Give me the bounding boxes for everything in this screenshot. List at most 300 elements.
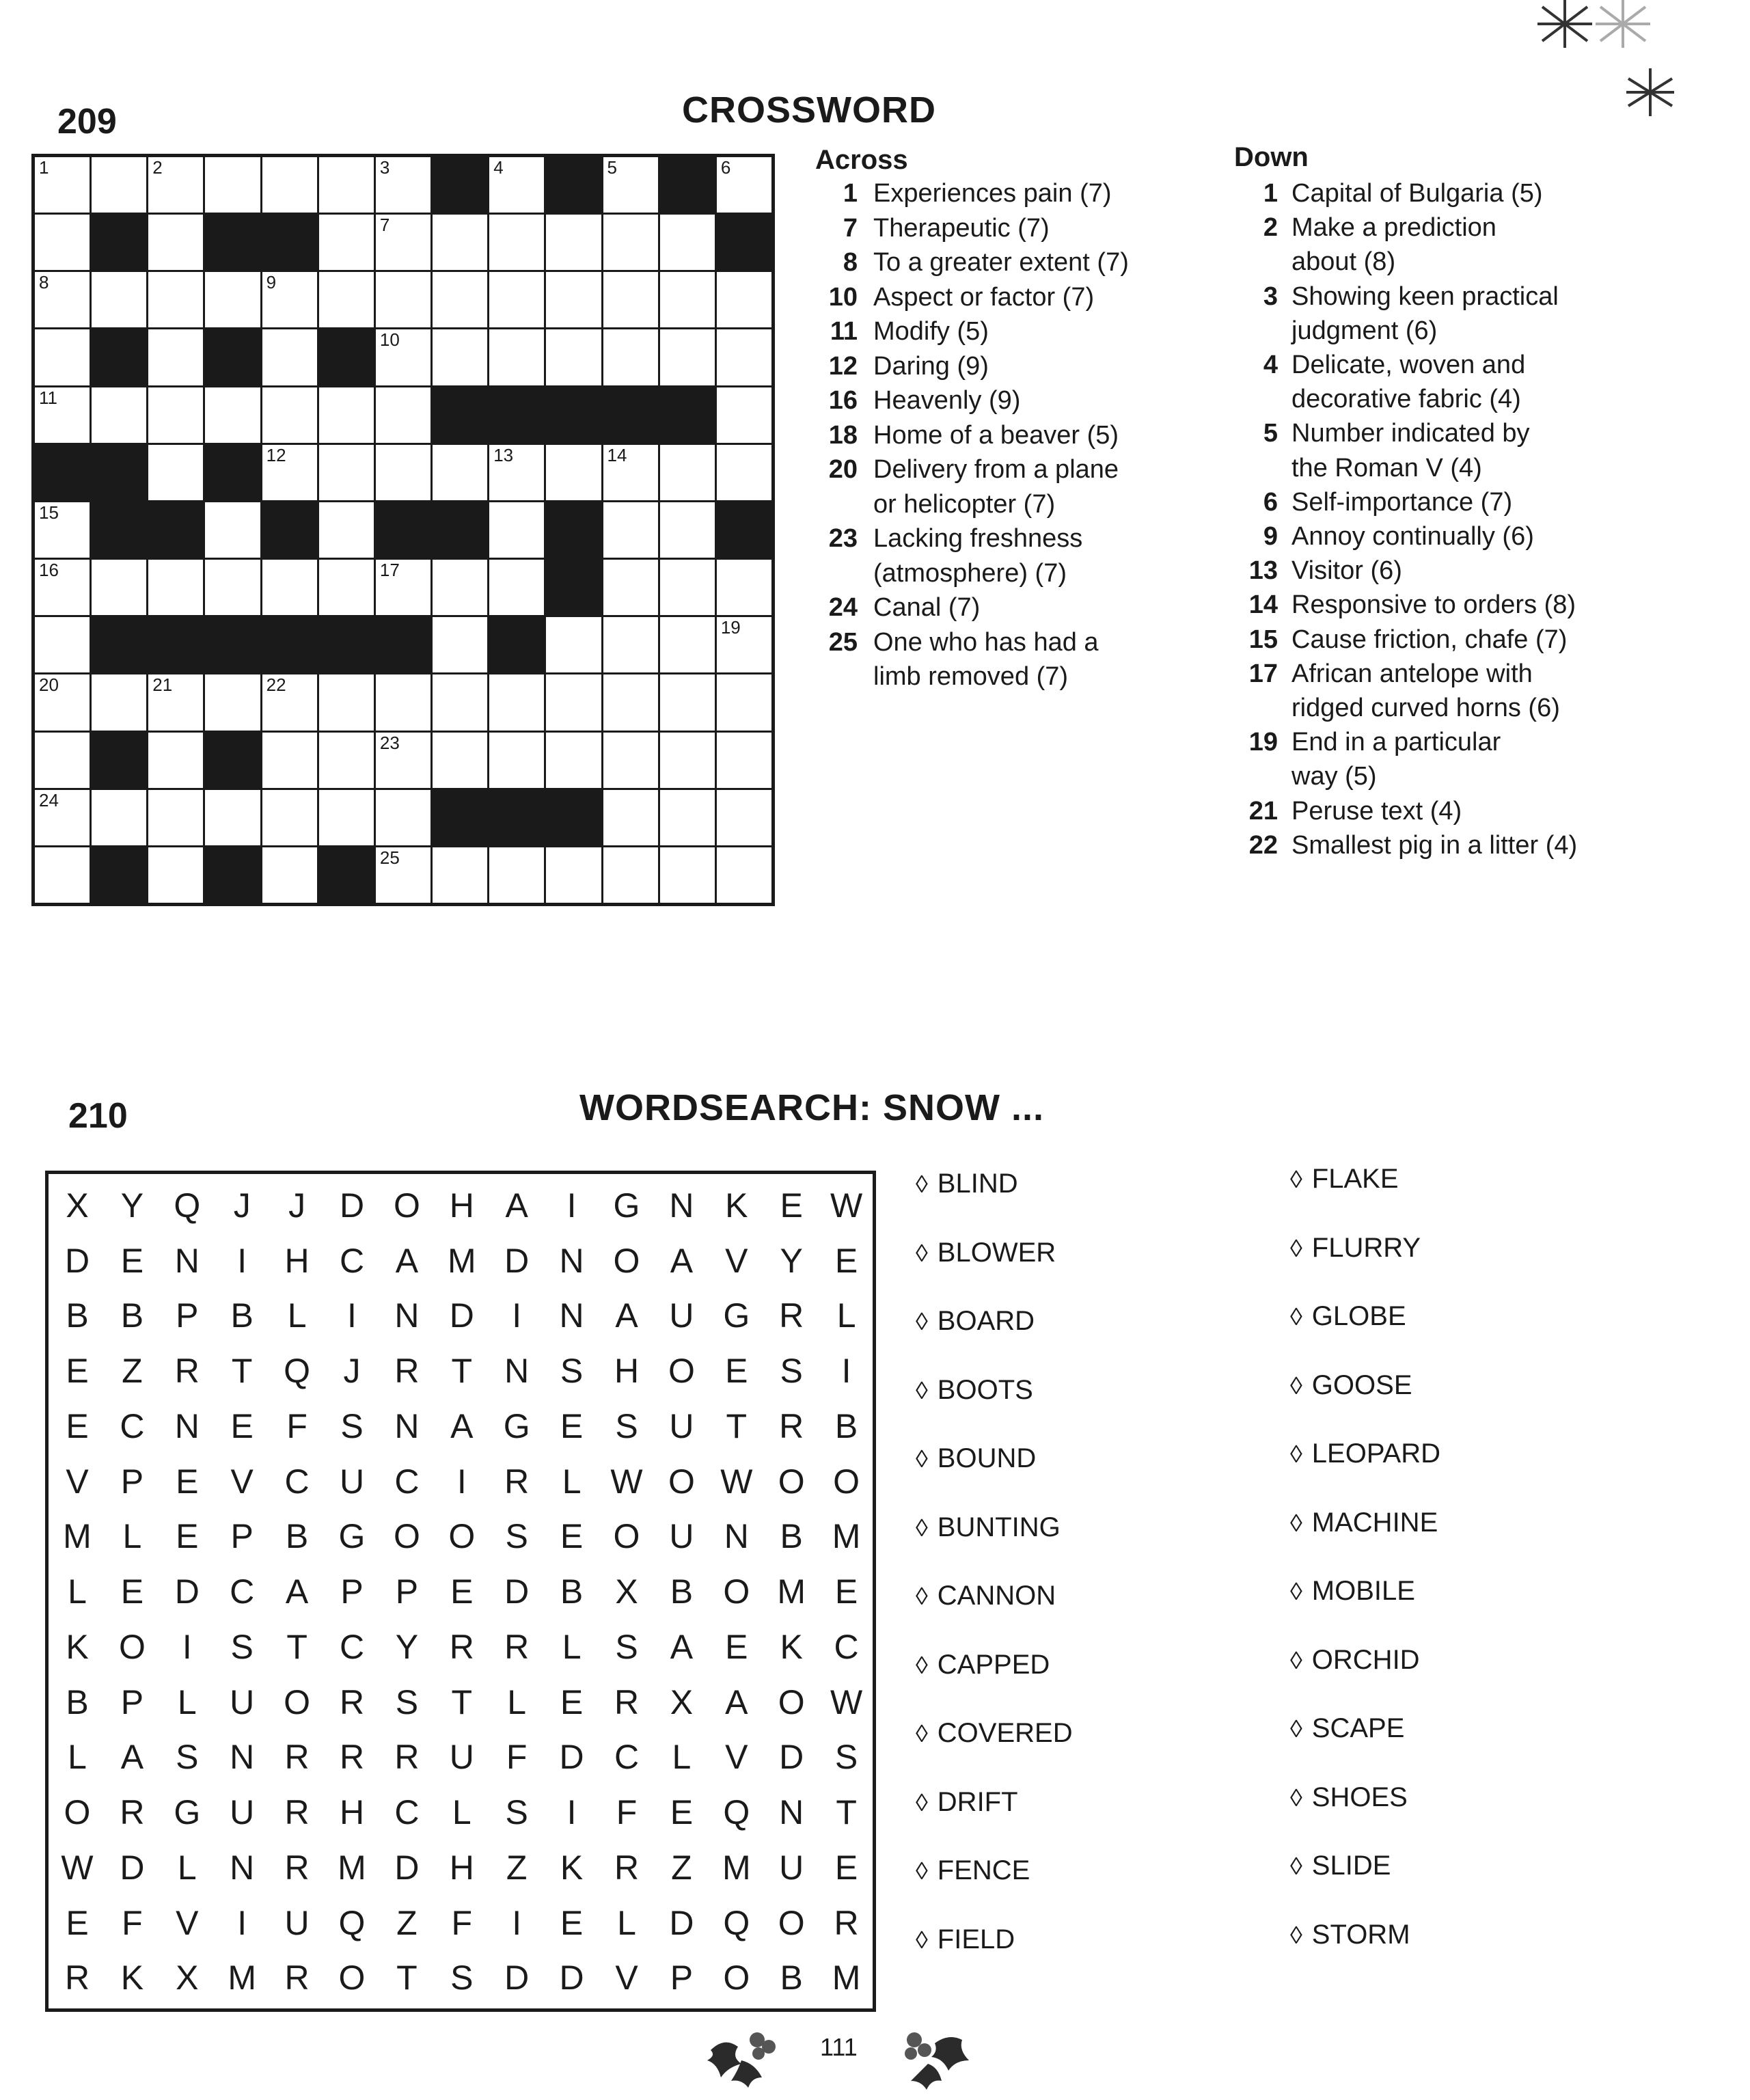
crossword-cell[interactable] <box>319 387 374 443</box>
wordsearch-letter[interactable]: C <box>394 1462 420 1501</box>
crossword-cell[interactable] <box>376 387 430 443</box>
crossword-cell[interactable] <box>262 790 317 845</box>
wordsearch-letter[interactable]: F <box>506 1738 528 1777</box>
wordsearch-letter[interactable]: K <box>66 1627 89 1666</box>
wordsearch-letter[interactable]: I <box>841 1352 851 1391</box>
crossword-cell[interactable] <box>717 674 771 730</box>
crossword-cell[interactable] <box>489 674 544 730</box>
crossword-cell[interactable] <box>433 215 487 270</box>
crossword-cell[interactable] <box>319 733 374 788</box>
wordsearch-letter[interactable]: H <box>614 1352 640 1391</box>
crossword-cell[interactable] <box>148 387 203 443</box>
crossword-cell[interactable] <box>262 445 317 500</box>
wordsearch-letter[interactable]: P <box>230 1517 254 1556</box>
wordsearch-letter[interactable]: U <box>669 1517 694 1556</box>
wordsearch-letter[interactable]: E <box>560 1903 584 1942</box>
crossword-cell[interactable] <box>717 617 771 672</box>
wordsearch-letter[interactable]: O <box>778 1903 805 1942</box>
crossword-cell[interactable] <box>148 272 203 327</box>
wordsearch-letter[interactable]: B <box>834 1406 858 1445</box>
crossword-cell[interactable] <box>489 733 544 788</box>
crossword-cell[interactable] <box>603 215 658 270</box>
crossword-cell[interactable] <box>148 674 203 730</box>
wordsearch-letter[interactable]: H <box>339 1793 365 1832</box>
wordsearch-letter[interactable]: M <box>832 1517 861 1556</box>
crossword-cell[interactable] <box>35 790 90 845</box>
wordsearch-letter[interactable]: D <box>779 1738 804 1777</box>
wordsearch-letter[interactable]: L <box>452 1793 471 1832</box>
wordsearch-letter[interactable]: R <box>779 1406 804 1445</box>
crossword-cell[interactable] <box>660 674 715 730</box>
wordsearch-letter[interactable]: M <box>722 1848 751 1887</box>
wordsearch-letter[interactable]: M <box>447 1241 476 1280</box>
wordsearch-letter[interactable]: S <box>780 1352 803 1391</box>
wordsearch-letter[interactable]: L <box>68 1738 87 1777</box>
wordsearch-letter[interactable]: I <box>237 1241 247 1280</box>
wordsearch-letter[interactable]: O <box>393 1517 420 1556</box>
crossword-cell[interactable] <box>433 674 487 730</box>
crossword-cell[interactable] <box>35 502 90 558</box>
crossword-cell[interactable] <box>262 272 317 327</box>
wordsearch-letter[interactable]: D <box>174 1572 200 1611</box>
wordsearch-letter[interactable]: N <box>230 1738 255 1777</box>
crossword-cell[interactable] <box>546 215 601 270</box>
wordsearch-letter[interactable]: R <box>779 1296 804 1335</box>
wordsearch-letter[interactable]: D <box>559 1959 584 1997</box>
crossword-cell[interactable] <box>376 157 430 213</box>
crossword-cell[interactable] <box>717 733 771 788</box>
crossword-cell[interactable] <box>92 157 146 213</box>
wordsearch-letter[interactable]: R <box>284 1959 310 1997</box>
wordsearch-letter[interactable]: R <box>339 1682 365 1721</box>
crossword-cell[interactable] <box>319 445 374 500</box>
wordsearch-letter[interactable]: E <box>560 1406 584 1445</box>
crossword-cell[interactable] <box>717 790 771 845</box>
crossword-cell[interactable] <box>376 329 430 385</box>
wordsearch-letter[interactable]: I <box>512 1903 522 1942</box>
wordsearch-letter[interactable]: B <box>780 1517 803 1556</box>
wordsearch-letter[interactable]: E <box>120 1241 144 1280</box>
wordsearch-letter[interactable]: W <box>830 1186 863 1225</box>
wordsearch-letter[interactable]: O <box>778 1682 805 1721</box>
wordsearch-letter[interactable]: V <box>230 1462 254 1501</box>
wordsearch-letter[interactable]: V <box>725 1241 748 1280</box>
crossword-cell[interactable] <box>376 560 430 615</box>
wordsearch-letter[interactable]: R <box>174 1352 200 1391</box>
wordsearch-letter[interactable]: P <box>176 1296 199 1335</box>
wordsearch-letter[interactable]: K <box>780 1627 803 1666</box>
crossword-cell[interactable] <box>205 674 260 730</box>
crossword-cell[interactable] <box>717 272 771 327</box>
crossword-cell[interactable] <box>603 329 658 385</box>
wordsearch-letter[interactable]: Y <box>780 1241 803 1280</box>
wordsearch-letter[interactable]: L <box>177 1682 197 1721</box>
wordsearch-letter[interactable]: R <box>504 1462 530 1501</box>
wordsearch-letter[interactable]: E <box>725 1352 748 1391</box>
crossword-cell[interactable] <box>603 847 658 903</box>
wordsearch-letter[interactable]: V <box>615 1959 638 1997</box>
crossword-cell[interactable] <box>546 272 601 327</box>
wordsearch-letter[interactable]: N <box>504 1352 530 1391</box>
wordsearch-letter[interactable]: A <box>670 1241 694 1280</box>
wordsearch-letter[interactable]: X <box>176 1959 199 1997</box>
wordsearch-letter[interactable]: O <box>833 1462 860 1501</box>
wordsearch-letter[interactable]: L <box>68 1572 87 1611</box>
wordsearch-letter[interactable]: I <box>182 1627 192 1666</box>
crossword-cell[interactable] <box>35 617 90 672</box>
wordsearch-letter[interactable]: K <box>725 1186 748 1225</box>
crossword-cell[interactable] <box>489 445 544 500</box>
wordsearch-letter[interactable]: T <box>451 1682 473 1721</box>
crossword-cell[interactable] <box>603 272 658 327</box>
crossword-cell[interactable] <box>603 674 658 730</box>
wordsearch-letter[interactable]: N <box>724 1517 749 1556</box>
crossword-cell[interactable] <box>489 157 544 213</box>
wordsearch-letter[interactable]: O <box>64 1793 91 1832</box>
wordsearch-letter[interactable]: L <box>287 1296 307 1335</box>
wordsearch-letter[interactable]: N <box>779 1793 804 1832</box>
wordsearch-letter[interactable]: S <box>560 1352 584 1391</box>
wordsearch-letter[interactable]: A <box>615 1296 638 1335</box>
wordsearch-letter[interactable]: P <box>340 1572 364 1611</box>
wordsearch-letter[interactable]: Z <box>506 1848 528 1887</box>
wordsearch-letter[interactable]: Q <box>723 1793 750 1832</box>
wordsearch-letter[interactable]: F <box>286 1406 307 1445</box>
wordsearch-letter[interactable]: D <box>120 1848 145 1887</box>
crossword-cell[interactable] <box>603 157 658 213</box>
wordsearch-letter[interactable]: O <box>118 1627 146 1666</box>
wordsearch-letter[interactable]: I <box>566 1793 577 1832</box>
crossword-cell[interactable] <box>603 560 658 615</box>
crossword-cell[interactable] <box>92 674 146 730</box>
crossword-cell[interactable] <box>603 733 658 788</box>
wordsearch-letter[interactable]: R <box>284 1848 310 1887</box>
wordsearch-letter[interactable]: E <box>176 1462 199 1501</box>
crossword-cell[interactable] <box>433 847 487 903</box>
wordsearch-letter[interactable]: D <box>559 1738 584 1777</box>
crossword-cell[interactable] <box>376 733 430 788</box>
wordsearch-letter[interactable]: I <box>347 1296 357 1335</box>
wordsearch-letter[interactable]: O <box>338 1959 366 1997</box>
wordsearch-letter[interactable]: R <box>120 1793 145 1832</box>
wordsearch-letter[interactable]: D <box>504 1572 530 1611</box>
wordsearch-letter[interactable]: Z <box>671 1848 692 1887</box>
wordsearch-letter[interactable]: R <box>614 1682 640 1721</box>
wordsearch-letter[interactable]: I <box>237 1903 247 1942</box>
wordsearch-letter[interactable]: O <box>668 1352 695 1391</box>
crossword-cell[interactable] <box>148 329 203 385</box>
wordsearch-letter[interactable]: D <box>339 1186 365 1225</box>
crossword-cell[interactable] <box>376 215 430 270</box>
crossword-cell[interactable] <box>148 445 203 500</box>
wordsearch-letter[interactable]: O <box>613 1241 640 1280</box>
crossword-cell[interactable] <box>489 847 544 903</box>
wordsearch-letter[interactable]: H <box>449 1186 474 1225</box>
crossword-cell[interactable] <box>205 157 260 213</box>
crossword-cell[interactable] <box>205 502 260 558</box>
wordsearch-letter[interactable]: K <box>120 1959 144 1997</box>
wordsearch-letter[interactable]: N <box>174 1406 200 1445</box>
wordsearch-letter[interactable]: T <box>836 1793 857 1832</box>
crossword-cell[interactable] <box>205 272 260 327</box>
crossword-cell[interactable] <box>148 790 203 845</box>
wordsearch-letter[interactable]: F <box>616 1793 638 1832</box>
crossword-cell[interactable] <box>717 445 771 500</box>
crossword-cell[interactable] <box>319 502 374 558</box>
crossword-cell[interactable] <box>92 387 146 443</box>
wordsearch-letter[interactable]: S <box>615 1406 638 1445</box>
wordsearch-letter[interactable]: F <box>122 1903 143 1942</box>
wordsearch-letter[interactable]: A <box>505 1186 528 1225</box>
wordsearch-letter[interactable]: M <box>63 1517 92 1556</box>
wordsearch-letter[interactable]: R <box>284 1793 310 1832</box>
wordsearch-letter[interactable]: S <box>176 1738 199 1777</box>
crossword-cell[interactable] <box>148 560 203 615</box>
wordsearch-letter[interactable]: N <box>394 1296 420 1335</box>
wordsearch-letter[interactable]: O <box>668 1462 695 1501</box>
wordsearch-letter[interactable]: O <box>613 1517 640 1556</box>
wordsearch-letter[interactable]: B <box>560 1572 584 1611</box>
crossword-cell[interactable] <box>603 790 658 845</box>
wordsearch-letter[interactable]: W <box>720 1462 753 1501</box>
wordsearch-letter[interactable]: X <box>670 1682 694 1721</box>
crossword-cell[interactable] <box>660 445 715 500</box>
wordsearch-letter[interactable]: J <box>233 1186 251 1225</box>
wordsearch-letter[interactable]: L <box>177 1848 197 1887</box>
wordsearch-letter[interactable]: M <box>228 1959 257 1997</box>
wordsearch-letter[interactable]: E <box>176 1517 199 1556</box>
wordsearch-letter[interactable]: E <box>230 1406 254 1445</box>
wordsearch-letter[interactable]: E <box>66 1352 89 1391</box>
wordsearch-letter[interactable]: E <box>834 1848 858 1887</box>
crossword-cell[interactable] <box>35 847 90 903</box>
crossword-cell[interactable] <box>205 790 260 845</box>
crossword-cell[interactable] <box>546 329 601 385</box>
wordsearch-letter[interactable]: R <box>834 1903 859 1942</box>
crossword-cell[interactable] <box>376 674 430 730</box>
wordsearch-letter[interactable]: W <box>61 1848 94 1887</box>
crossword-cell[interactable] <box>546 674 601 730</box>
wordsearch-letter[interactable]: C <box>614 1738 640 1777</box>
crossword-cell[interactable] <box>433 560 487 615</box>
wordsearch-letter[interactable]: A <box>395 1241 419 1280</box>
wordsearch-letter[interactable]: W <box>610 1462 643 1501</box>
wordsearch-letter[interactable]: U <box>284 1903 310 1942</box>
wordsearch-letter[interactable]: Q <box>174 1186 201 1225</box>
wordsearch-letter[interactable]: C <box>120 1406 145 1445</box>
crossword-cell[interactable] <box>205 387 260 443</box>
wordsearch-letter[interactable]: E <box>670 1793 694 1832</box>
crossword-cell[interactable] <box>660 847 715 903</box>
wordsearch-letter[interactable]: B <box>120 1296 144 1335</box>
wordsearch-letter[interactable]: U <box>339 1462 365 1501</box>
wordsearch-letter[interactable]: P <box>395 1572 419 1611</box>
crossword-cell[interactable] <box>660 502 715 558</box>
wordsearch-letter[interactable]: U <box>669 1406 694 1445</box>
crossword-cell[interactable] <box>603 502 658 558</box>
crossword-cell[interactable] <box>660 733 715 788</box>
crossword-cell[interactable] <box>319 560 374 615</box>
crossword-cell[interactable] <box>262 560 317 615</box>
crossword-cell[interactable] <box>262 674 317 730</box>
wordsearch-letter[interactable]: R <box>504 1627 530 1666</box>
wordsearch-letter[interactable]: R <box>339 1738 365 1777</box>
wordsearch-letter[interactable]: P <box>120 1462 144 1501</box>
wordsearch-letter[interactable]: Q <box>284 1352 311 1391</box>
crossword-cell[interactable] <box>660 272 715 327</box>
wordsearch-letter[interactable]: K <box>560 1848 584 1887</box>
wordsearch-letter[interactable]: T <box>451 1352 473 1391</box>
wordsearch-letter[interactable]: P <box>670 1959 694 1997</box>
wordsearch-letter[interactable]: I <box>456 1462 467 1501</box>
wordsearch-letter[interactable]: C <box>339 1241 365 1280</box>
wordsearch-letter[interactable]: G <box>503 1406 530 1445</box>
wordsearch-letter[interactable]: U <box>449 1738 474 1777</box>
wordsearch-letter[interactable]: B <box>66 1296 89 1335</box>
crossword-cell[interactable] <box>319 272 374 327</box>
wordsearch-letter[interactable]: O <box>448 1517 476 1556</box>
crossword-cell[interactable] <box>319 157 374 213</box>
wordsearch-letter[interactable]: V <box>66 1462 89 1501</box>
wordsearch-letter[interactable]: A <box>450 1406 474 1445</box>
wordsearch-letter[interactable]: J <box>343 1352 361 1391</box>
wordsearch-letter[interactable]: C <box>284 1462 310 1501</box>
wordsearch-letter[interactable]: S <box>395 1682 419 1721</box>
wordsearch-letter[interactable]: B <box>66 1682 89 1721</box>
wordsearch-letter[interactable]: S <box>340 1406 364 1445</box>
wordsearch-letter[interactable]: R <box>394 1352 420 1391</box>
crossword-cell[interactable] <box>262 733 317 788</box>
wordsearch-letter[interactable]: X <box>66 1186 89 1225</box>
wordsearch-letter[interactable]: N <box>559 1296 584 1335</box>
wordsearch-letter[interactable]: I <box>566 1186 577 1225</box>
crossword-cell[interactable] <box>262 847 317 903</box>
wordsearch-letter[interactable]: X <box>615 1572 638 1611</box>
wordsearch-letter[interactable]: U <box>230 1793 255 1832</box>
wordsearch-letter[interactable]: N <box>230 1848 255 1887</box>
wordsearch-letter[interactable]: H <box>284 1241 310 1280</box>
wordsearch-letter[interactable]: S <box>505 1793 528 1832</box>
wordsearch-letter[interactable]: S <box>450 1959 474 1997</box>
wordsearch-letter[interactable]: Y <box>120 1186 144 1225</box>
wordsearch-letter[interactable]: W <box>830 1682 863 1721</box>
crossword-cell[interactable] <box>717 560 771 615</box>
wordsearch-letter[interactable]: C <box>834 1627 859 1666</box>
wordsearch-letter[interactable]: D <box>504 1241 530 1280</box>
wordsearch-letter[interactable]: G <box>613 1186 640 1225</box>
wordsearch-letter[interactable]: G <box>174 1793 201 1832</box>
crossword-cell[interactable] <box>35 215 90 270</box>
wordsearch-letter[interactable]: Z <box>122 1352 143 1391</box>
wordsearch-letter[interactable]: Y <box>395 1627 419 1666</box>
crossword-cell[interactable] <box>35 560 90 615</box>
crossword-cell[interactable] <box>92 790 146 845</box>
crossword-cell[interactable] <box>717 329 771 385</box>
wordsearch-letter[interactable]: V <box>176 1903 199 1942</box>
wordsearch-letter[interactable]: O <box>393 1186 420 1225</box>
crossword-cell[interactable] <box>92 560 146 615</box>
wordsearch-letter[interactable]: E <box>560 1682 584 1721</box>
wordsearch-letter[interactable]: B <box>780 1959 803 1997</box>
crossword-cell[interactable] <box>262 157 317 213</box>
wordsearch-letter[interactable]: L <box>122 1517 142 1556</box>
wordsearch-letter[interactable]: B <box>230 1296 254 1335</box>
wordsearch-letter[interactable]: H <box>449 1848 474 1887</box>
wordsearch-letter[interactable]: O <box>723 1572 750 1611</box>
crossword-cell[interactable] <box>319 790 374 845</box>
wordsearch-letter[interactable]: N <box>669 1186 694 1225</box>
wordsearch-letter[interactable]: J <box>288 1186 306 1225</box>
wordsearch-letter[interactable]: U <box>669 1296 694 1335</box>
wordsearch-letter[interactable]: M <box>832 1959 861 1997</box>
wordsearch-letter[interactable]: E <box>120 1572 144 1611</box>
wordsearch-letter[interactable]: L <box>672 1738 692 1777</box>
crossword-cell[interactable] <box>660 617 715 672</box>
wordsearch-letter[interactable]: P <box>120 1682 144 1721</box>
wordsearch-letter[interactable]: E <box>780 1186 803 1225</box>
crossword-cell[interactable] <box>717 157 771 213</box>
wordsearch-letter[interactable]: E <box>834 1241 858 1280</box>
wordsearch-letter[interactable]: Z <box>396 1903 418 1942</box>
wordsearch-letter[interactable]: T <box>396 1959 418 1997</box>
wordsearch-letter[interactable]: N <box>559 1241 584 1280</box>
wordsearch-letter[interactable]: A <box>670 1627 694 1666</box>
crossword-cell[interactable] <box>376 847 430 903</box>
wordsearch-letter[interactable]: L <box>836 1296 856 1335</box>
wordsearch-letter[interactable]: T <box>231 1352 253 1391</box>
wordsearch-letter[interactable]: L <box>562 1462 582 1501</box>
crossword-cell[interactable] <box>603 445 658 500</box>
wordsearch-letter[interactable]: L <box>562 1627 582 1666</box>
wordsearch-letter[interactable]: D <box>64 1241 90 1280</box>
crossword-cell[interactable] <box>148 733 203 788</box>
crossword-cell[interactable] <box>262 387 317 443</box>
crossword-cell[interactable] <box>546 445 601 500</box>
crossword-cell[interactable] <box>546 617 601 672</box>
crossword-cell[interactable] <box>660 215 715 270</box>
wordsearch-letter[interactable]: S <box>834 1738 858 1777</box>
wordsearch-letter[interactable]: E <box>66 1903 89 1942</box>
wordsearch-letter[interactable]: Q <box>338 1903 366 1942</box>
crossword-cell[interactable] <box>376 272 430 327</box>
wordsearch-letter[interactable]: E <box>450 1572 474 1611</box>
wordsearch-letter[interactable]: I <box>512 1296 522 1335</box>
wordsearch-letter[interactable]: A <box>120 1738 144 1777</box>
crossword-cell[interactable] <box>148 157 203 213</box>
crossword-cell[interactable] <box>262 329 317 385</box>
crossword-cell[interactable] <box>376 445 430 500</box>
wordsearch-letter[interactable]: C <box>230 1572 255 1611</box>
crossword-cell[interactable] <box>717 387 771 443</box>
crossword-cell[interactable] <box>148 215 203 270</box>
crossword-cell[interactable] <box>35 733 90 788</box>
wordsearch-letter[interactable]: A <box>285 1572 309 1611</box>
wordsearch-letter[interactable]: R <box>449 1627 474 1666</box>
wordsearch-letter[interactable]: U <box>779 1848 804 1887</box>
wordsearch-letter[interactable]: R <box>284 1738 310 1777</box>
wordsearch-letter[interactable]: C <box>394 1793 420 1832</box>
wordsearch-letter[interactable]: N <box>174 1241 200 1280</box>
wordsearch-letter[interactable]: E <box>834 1572 858 1611</box>
crossword-cell[interactable] <box>489 502 544 558</box>
crossword-cell[interactable] <box>35 157 90 213</box>
wordsearch-letter[interactable]: R <box>64 1959 90 1997</box>
crossword-cell[interactable] <box>319 215 374 270</box>
crossword-cell[interactable] <box>660 329 715 385</box>
wordsearch-letter[interactable]: B <box>670 1572 694 1611</box>
crossword-cell[interactable] <box>546 847 601 903</box>
crossword-cell[interactable] <box>717 847 771 903</box>
